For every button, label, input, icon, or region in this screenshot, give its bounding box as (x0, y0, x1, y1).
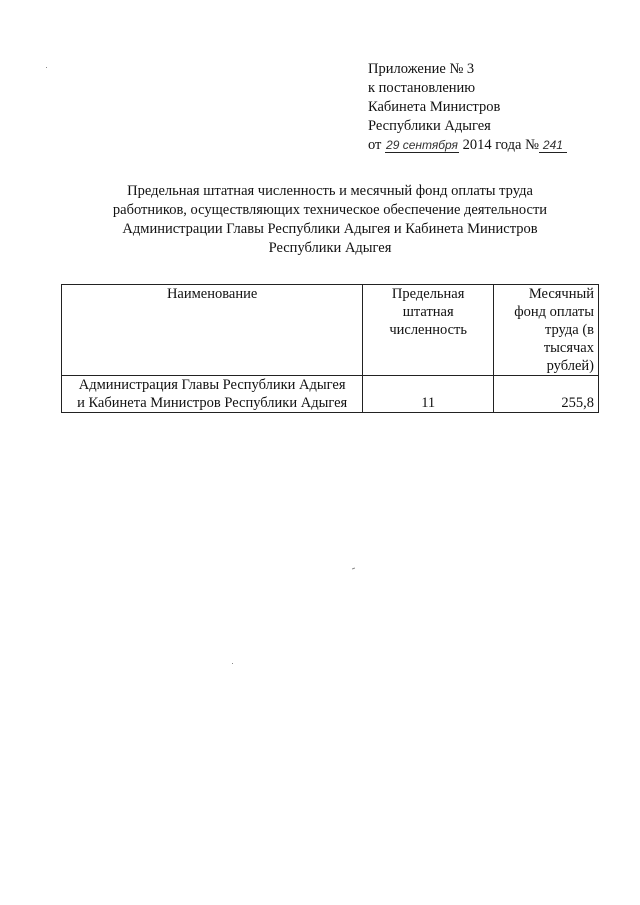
header-fund-line: Месячный (528, 286, 594, 302)
appendix-line-republic: Республики Адыгея (368, 118, 491, 134)
header-name: Наименование (62, 285, 363, 376)
header-fund-line: тысячах (543, 340, 594, 356)
row-name-line: и Кабинета Министров Республики Адыгея (77, 395, 348, 411)
staff-table (61, 284, 599, 413)
header-fund-line: труда (в (544, 322, 594, 338)
scan-speck (232, 663, 233, 664)
table-row (62, 376, 599, 413)
row-staff: 11 (363, 376, 494, 413)
appendix-line-number: Приложение № 3 (368, 61, 475, 77)
appendix-line-cabinet: Кабинета Министров (368, 99, 501, 115)
handwritten-date: 29 сентября (386, 138, 458, 152)
year-text: 2014 года № (462, 137, 539, 153)
header-staff (363, 285, 494, 376)
header-staff-line: Предельная (391, 286, 465, 302)
header-fund-line: фонд оплаты (514, 304, 594, 320)
header-fund (494, 285, 599, 376)
header-staff-line: штатная (402, 304, 454, 320)
title-line-4: Республики Адыгея (268, 240, 392, 256)
appendix-line-resolution: к постановлению (368, 80, 476, 96)
scan-speck (46, 67, 47, 68)
handwritten-number: 241 (539, 138, 567, 153)
scan-speck (352, 568, 355, 570)
header-fund-line: рублей) (546, 358, 594, 374)
row-name-line: Администрация Главы Республики Адыгея (78, 377, 346, 393)
row-name (62, 376, 363, 413)
header-staff-line: численность (389, 322, 468, 338)
title-line-3: Администрации Главы Республики Адыгея и Кабинета Министров (122, 221, 538, 237)
document-title (60, 182, 600, 258)
title-line-1: Предельная штатная численность и месячный фонд оплаты труда (127, 183, 533, 199)
date-prefix: от (368, 137, 382, 153)
row-fund: 255,8 (494, 376, 599, 413)
title-line-2: работников, осуществляющих техническое обеспечение деятельности (112, 202, 548, 218)
table-header-row (62, 285, 599, 376)
appendix-header (368, 60, 567, 155)
appendix-line-date (368, 136, 567, 155)
